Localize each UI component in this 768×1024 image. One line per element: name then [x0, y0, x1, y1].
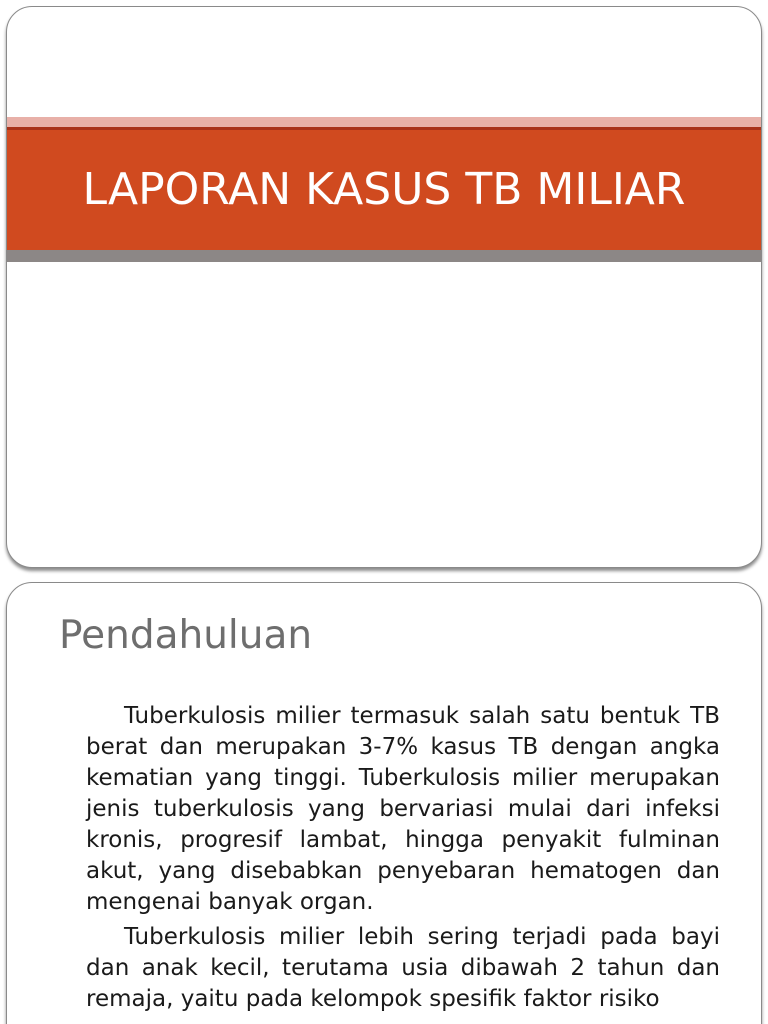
content-slide	[6, 582, 762, 1024]
section-heading: Pendahuluan	[59, 613, 313, 658]
body-text	[86, 701, 720, 1019]
paragraph: Tuberkulosis milier lebih sering terjadi pada bayi dan anak kecil, terutama usia dibawah 2 tahun dan remaja, yaitu pada kelompok spesifik faktor risiko	[86, 924, 720, 1012]
slide-title: LAPORAN KASUS TB MILIAR	[82, 164, 686, 215]
paragraph: Tuberkulosis milier termasuk salah satu bentuk TB berat dan merupakan 3-7% kasus TB dengan angka kematian yang tinggi. Tuberkulosis milier merupakan jenis tuberkulosis yang bervariasi mulai dari infeksi kronis, progresif lambat, hingga penyakit fulminan akut, yang disebabkan penyebaran hematogen dan mengenai banyak organ.	[86, 703, 720, 915]
title-band-top-accent	[7, 117, 761, 127]
title-slide	[6, 6, 762, 568]
title-band-bottom-accent	[7, 250, 761, 262]
